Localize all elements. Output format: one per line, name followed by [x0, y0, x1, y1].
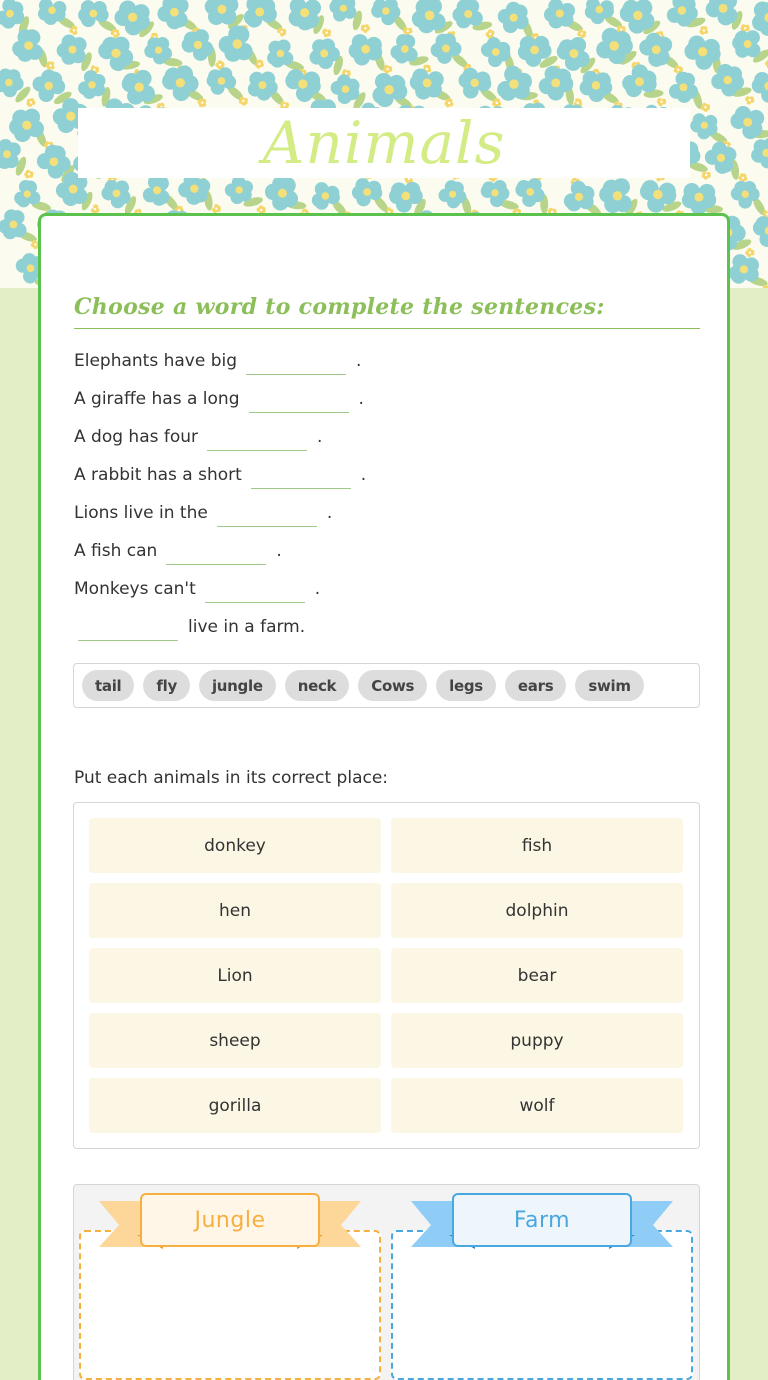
flower-icon — [143, 175, 170, 206]
flower-icon — [599, 178, 632, 213]
flower-icon — [267, 40, 293, 68]
animal-card-fish[interactable]: fish — [391, 818, 683, 873]
flower-icon — [700, 26, 709, 35]
farm-ribbon — [391, 1185, 693, 1265]
flower-icon — [492, 99, 501, 108]
answer-blank[interactable] — [78, 619, 178, 641]
answer-blank[interactable] — [207, 429, 307, 451]
farm-label: Farm — [452, 1193, 632, 1247]
word-chip-legs[interactable]: legs — [436, 670, 496, 701]
flower-icon — [205, 0, 239, 25]
category-bins — [73, 1184, 700, 1380]
animal-card-lion[interactable]: Lion — [89, 948, 381, 1003]
sentence-row — [74, 380, 700, 418]
answer-blank[interactable] — [217, 505, 317, 527]
fill-in-heading: Choose a word to complete the sentences: — [74, 294, 700, 329]
flower-icon — [157, 0, 188, 29]
sentence-end: . — [326, 503, 333, 523]
sentence-text: A fish can — [74, 541, 158, 561]
flower-icon — [78, 70, 105, 99]
flower-icon — [46, 61, 55, 69]
jungle-ribbon — [79, 1185, 381, 1265]
word-chip-cows[interactable]: Cows — [358, 670, 427, 701]
animal-card-hen[interactable]: hen — [89, 883, 381, 938]
flower-icon — [498, 2, 529, 33]
flower-icon — [410, 68, 444, 99]
answer-blank[interactable] — [249, 391, 349, 413]
sentence-text: A giraffe has a long — [74, 389, 240, 409]
flower-icon — [745, 96, 754, 104]
sentence-end: . — [317, 427, 323, 447]
animal-card-grid — [73, 802, 700, 1149]
flower-icon — [0, 209, 27, 239]
title-banner — [78, 108, 690, 178]
flower-icon — [239, 97, 248, 106]
sentence-text: live in a farm. — [188, 617, 306, 637]
word-chip-ears[interactable]: ears — [505, 670, 566, 701]
sentence-row — [74, 456, 700, 494]
flower-icon — [738, 173, 747, 182]
flower-icon — [732, 30, 760, 58]
flower-icon — [289, 0, 321, 30]
worksheet — [38, 213, 730, 1380]
word-chip-jungle[interactable]: jungle — [199, 670, 276, 701]
flower-icon — [705, 142, 737, 174]
flower-icon — [745, 248, 754, 257]
answer-blank[interactable] — [251, 467, 351, 489]
flower-icon — [225, 176, 253, 204]
animal-card-puppy[interactable]: puppy — [391, 1013, 683, 1068]
flower-icon — [657, 98, 666, 106]
word-chip-neck[interactable]: neck — [285, 670, 350, 701]
sentence-end: . — [356, 351, 362, 371]
flower-icon — [26, 98, 35, 107]
flower-icon — [361, 24, 370, 33]
sentence-list — [74, 342, 700, 646]
sentence-text: A rabbit has a short — [74, 465, 242, 485]
sentence-text: A dog has four — [74, 427, 199, 447]
flower-icon — [639, 33, 672, 67]
sentence-row — [74, 532, 700, 570]
answer-blank[interactable] — [166, 543, 266, 565]
flower-icon — [322, 29, 331, 38]
flower-icon — [111, 29, 120, 38]
sentence-row — [74, 570, 700, 608]
word-chip-tail[interactable]: tail — [82, 670, 134, 701]
flower-icon — [701, 103, 710, 112]
sentence-text: Elephants have big — [74, 351, 238, 371]
word-bank — [73, 663, 700, 708]
flower-icon — [14, 180, 40, 207]
answer-blank[interactable] — [246, 353, 346, 375]
animal-card-bear[interactable]: bear — [391, 948, 683, 1003]
sentence-row — [74, 494, 700, 532]
animal-card-sheep[interactable]: sheep — [89, 1013, 381, 1068]
flower-icon — [751, 138, 768, 168]
flower-icon — [329, 0, 356, 22]
flower-icon — [277, 28, 286, 37]
flower-icon — [752, 72, 768, 103]
flower-icon — [544, 0, 575, 29]
flower-icon — [101, 180, 130, 208]
sorting-instruction: Put each animals in its correct place: — [74, 768, 389, 788]
sentence-end: . — [358, 389, 364, 409]
answer-blank[interactable] — [205, 581, 305, 603]
sentence-end: . — [314, 579, 321, 599]
page-title: Animals — [262, 109, 506, 177]
flower-icon — [706, 0, 738, 25]
flower-icon — [219, 25, 253, 61]
flower-icon — [564, 181, 595, 212]
sentence-row — [74, 608, 700, 646]
word-chip-swim[interactable]: swim — [575, 670, 643, 701]
sentence-text: Monkeys can't — [74, 579, 196, 599]
flower-icon — [730, 106, 764, 139]
jungle-bin — [79, 1185, 381, 1380]
flower-icon — [702, 171, 711, 180]
sentence-end: . — [360, 465, 367, 485]
sentence-row — [74, 342, 700, 380]
flower-icon — [122, 70, 155, 105]
word-chip-fly[interactable]: fly — [143, 670, 190, 701]
sentence-row — [74, 418, 700, 456]
sentence-end: . — [276, 541, 282, 561]
flower-icon — [331, 74, 360, 104]
sentence-text: Lions live in the — [74, 503, 208, 523]
animal-card-donkey[interactable]: donkey — [89, 818, 381, 873]
flower-icon — [497, 66, 532, 101]
flower-icon — [12, 29, 43, 62]
flower-icon — [557, 37, 590, 71]
animal-card-gorilla[interactable]: gorilla — [89, 1078, 381, 1133]
flower-icon — [265, 176, 298, 211]
flower-icon — [452, 0, 482, 28]
farm-bin — [391, 1185, 693, 1380]
animal-card-wolf[interactable]: wolf — [391, 1078, 683, 1133]
flower-icon — [24, 170, 33, 179]
flower-icon — [212, 204, 221, 213]
animal-card-dolphin[interactable]: dolphin — [391, 883, 683, 938]
flower-icon — [729, 254, 759, 284]
flower-icon — [57, 35, 87, 65]
flower-icon — [412, 0, 446, 33]
flower-icon — [753, 216, 768, 247]
jungle-label: Jungle — [140, 1193, 320, 1247]
flower-icon — [390, 34, 417, 63]
